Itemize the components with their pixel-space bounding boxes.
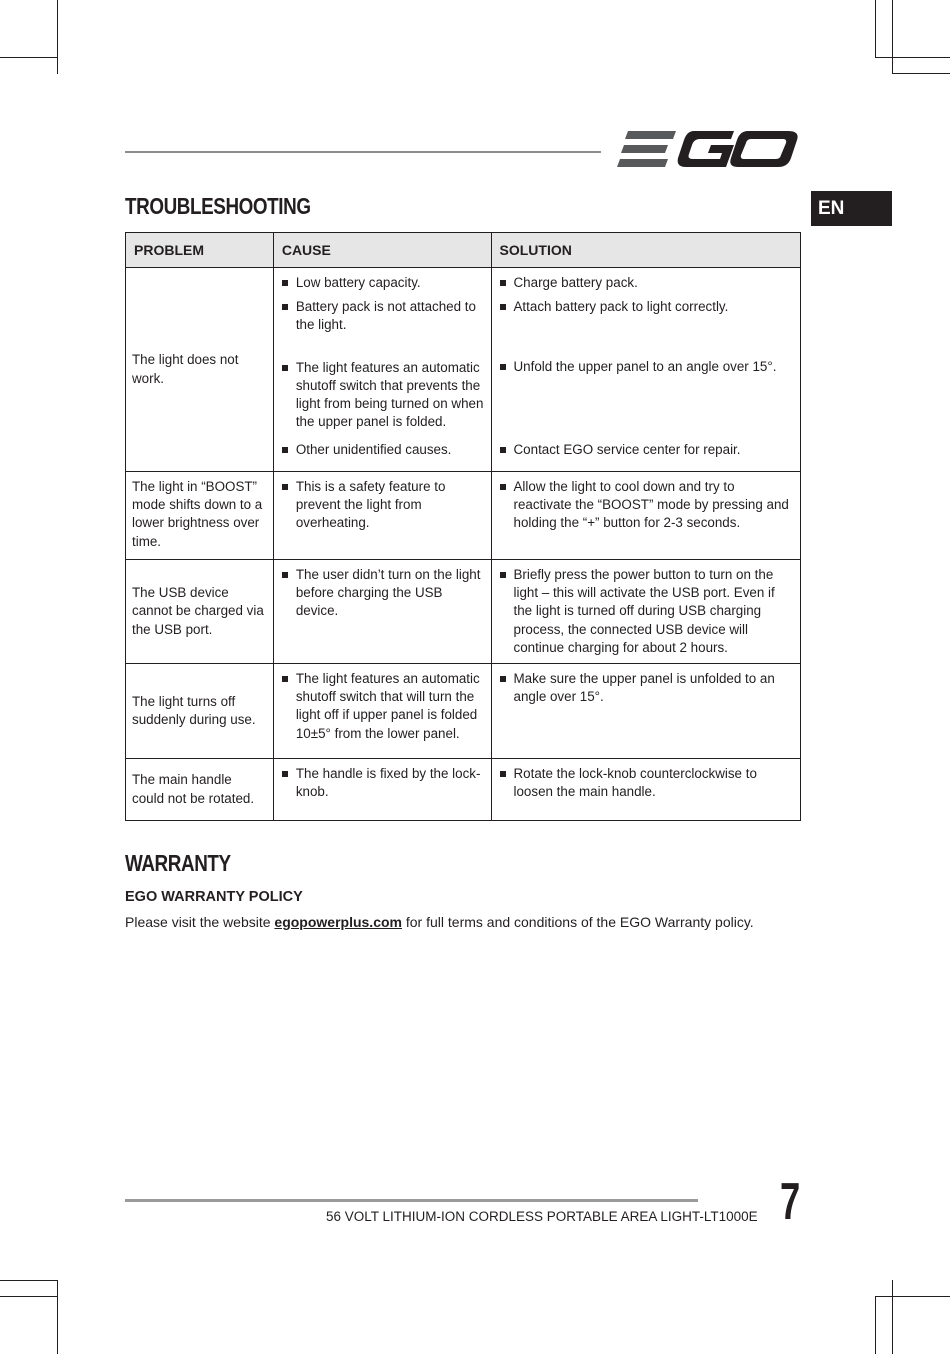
crop-mark [875,0,876,58]
column-header-solution: SOLUTION [491,233,801,268]
solution-item: Briefly press the power button to turn on the light – this will activate the USB port. Even if the light is turned off during USB charging process, the connected USB device will continue charging for about 2 hours. [498,566,795,657]
cause-cell [273,759,491,821]
table-row [126,472,801,560]
troubleshooting-title: TROUBLESHOOTING [125,193,311,219]
header-rule [125,151,601,153]
problem-cell: The USB device cannot be charged via the USB port. [126,560,274,664]
footer-product-name: 56 VOLT LITHIUM-ION CORDLESS PORTABLE AREA LIGHT-LT1000E [326,1209,758,1224]
cause-item: The light features an automatic shutoff switch that will turn the light off if upper panel is folded 10±5° from the lower panel. [280,670,485,743]
problem-cell: The main handle could not be rotated. [126,759,274,821]
cause-item: This is a safety feature to prevent the light from overheating. [280,478,485,533]
cause-cell [273,268,491,472]
solution-item: Contact EGO service center for repair. [498,441,795,459]
cause-item: Low battery capacity. [280,274,485,292]
table-row [126,664,801,759]
solution-item: Allow the light to cool down and try to reactivate the “BOOST” mode by pressing and holding the “+” button for 2-3 seconds. [498,478,795,533]
crop-mark [892,73,950,74]
warranty-text-after: for full terms and conditions of the EGO Warranty policy. [401,914,754,930]
problem-cell: The light does not work. [126,268,274,472]
crop-mark [892,1280,893,1354]
warranty-website-link[interactable]: egopowerplus.com [274,914,402,930]
warranty-title: WARRANTY [125,850,231,876]
solution-item: Attach battery pack to light correctly. [498,298,795,316]
table-row [126,268,801,472]
table-header-row [126,233,801,268]
cause-item: The light features an automatic shutoff switch that prevents the light from being turned on when the upper panel is folded. [280,359,485,432]
crop-mark [875,1296,876,1354]
crop-mark [0,1280,58,1281]
solution-cell [491,472,801,560]
table-row [126,759,801,821]
cause-item: The user didn’t turn on the light before charging the USB device. [280,566,485,621]
language-tab: EN [811,191,892,226]
crop-mark [57,1280,58,1354]
troubleshooting-table [125,232,801,821]
solution-cell [491,759,801,821]
solution-item: Make sure the upper panel is unfolded to an angle over 15°. [498,670,795,706]
table-row [126,560,801,664]
ego-logo [616,128,800,172]
solution-item: Rotate the lock-knob counterclockwise to loosen the main handle. [498,765,795,801]
column-header-problem: PROBLEM [126,233,274,268]
solution-item: Unfold the upper panel to an angle over 15°. [498,358,795,376]
crop-mark [57,0,58,74]
cause-cell [273,664,491,759]
crop-mark [0,1296,58,1297]
solution-cell [491,664,801,759]
cause-item: Battery pack is not attached to the light. [280,298,485,334]
problem-cell: The light in “BOOST” mode shifts down to a lower brightness over time. [126,472,274,560]
cause-cell [273,472,491,560]
crop-mark [875,1296,950,1297]
cause-cell [273,560,491,664]
footer-rule [125,1199,698,1202]
solution-item: Charge battery pack. [498,274,795,292]
crop-mark [892,0,893,74]
column-header-cause: CAUSE [273,233,491,268]
crop-mark [0,57,58,58]
cause-item: The handle is fixed by the lock-knob. [280,765,485,801]
cause-item: Other unidentified causes. [280,441,485,459]
crop-mark [875,57,950,58]
warranty-subtitle: EGO WARRANTY POLICY [125,889,303,905]
solution-cell [491,560,801,664]
page-number: 7 [780,1173,801,1231]
problem-cell: The light turns off suddenly during use. [126,664,274,759]
solution-cell [491,268,801,472]
warranty-paragraph [125,914,754,930]
warranty-text-before: Please visit the website [125,914,275,930]
